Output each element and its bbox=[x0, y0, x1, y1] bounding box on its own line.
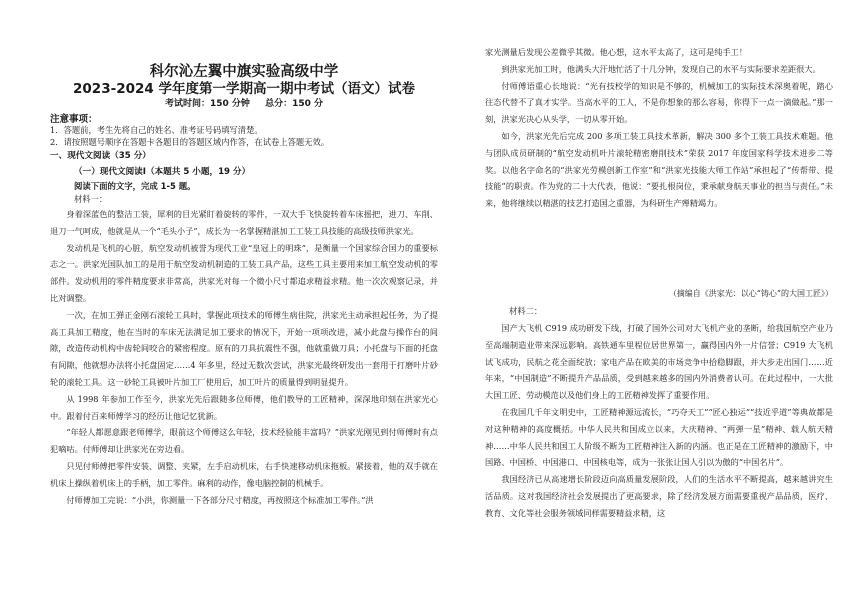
paragraph: 发动机是飞机的心脏，航空发动机被誉为现代工业“皇冠上的明珠”，是衡量一个国家综合国力的重要标志之一。洪家光国队加工的是用于航空发动机制造的工装工具产品，这些工具主要用来加工航空发动机的零部件。发动机用的零件精度要求非常高，洪家光对每一个微小尺寸都追求精益求精。他一次次观察记录，并比对调整。 bbox=[50, 242, 438, 303]
paragraph: “年轻人都愿意跟老师傅学，眼前这个师傅这么年轻，技术经验能丰富吗？”洪家光刚见到付师傅时有点犯嘀咕。付师傅却让洪家光在旁边看。 bbox=[50, 427, 438, 455]
exam-score: 总分：150 分 bbox=[265, 99, 323, 109]
subsection-heading: （一）现代文阅读Ⅰ（本题共 5 小题，19 分） bbox=[74, 167, 251, 177]
paragraph: 国产大飞机 C919 成功研发下线，打破了国外公司对大飞机产业的垄断，给我国航空产业乃至高端制造业带来深远影响。高铁通车里程位居世界第一，赢得国内外一片信誉；C919 大飞机试飞成功，民航之花全面绽放；家电产品在欧美的市场竞争中拾稳脚跟，并大步走出国门……近年来，“中国制造”不断提升产品品质，受到越来越多的国内外消费者认可。在此过程中，一大批大国工匠、劳动模范以及他们身上的工匠精神发挥了重要作用。 bbox=[485, 323, 833, 401]
material2-body bbox=[485, 320, 833, 522]
source-citation: （摘编自《洪家光：以心“铸心”的大国工匠》） bbox=[668, 289, 833, 298]
paragraph: 付师傅语重心长地说：“光有技校学的知识是不够的，机械加工的实际技术深奥着呢，踏心往态代替不了真才实学。当高水平的工人，不是你想象的那么容易，你得下一点一滴做起。”那一刻，洪家光决心从头学，一切从零开始。 bbox=[485, 80, 833, 125]
notice-heading: 注意事项： bbox=[50, 114, 98, 125]
passage-continued bbox=[485, 44, 833, 212]
material-label: 材料一： bbox=[74, 194, 108, 204]
notice-item: 1．答题前，考生先将自己的姓名、准考证号码填写清楚。 bbox=[50, 125, 263, 135]
exam-title: 2023-2024 学年度第一学期高一期中考试（语文）试卷 bbox=[73, 81, 415, 97]
school-name: 科尔沁左翼中旗实验高级中学 bbox=[149, 64, 339, 80]
notice-item: 2．请按照题号顺序在答题卡各题目的答题区域内作答，在试卷上答题无效。 bbox=[50, 137, 330, 147]
instruction-line: 阅读下面的文字，完成 1-5 题。 bbox=[74, 181, 196, 191]
paragraph: 从 1998 年参加工作至今，洪家光先后跟随多位师傅，他们教导的工匠精神，深深地印刻在洪家光心中。跟着付百来师傅学习的经历让他记忆犹新。 bbox=[50, 393, 438, 421]
exam-meta bbox=[50, 96, 438, 109]
material-label: 材料二： bbox=[509, 306, 543, 316]
exam-time: 考试时间：150 分钟 bbox=[165, 99, 250, 109]
paragraph: 如今，洪家光先后完成 200 多项工装工具技术革新，解决 300 多个工装工具技术难题。他与团队成员研制的“航空发动机叶片滚轮精密磨削技术”荣获 2017 年度国家科学技术进步二等奖。以他名字命名的“洪家光劳模创新工作室”和“洪家光技能大师工作站”承担起了“传帮带、提技能”的职责。作为党的二十大代表，他说：“要扎根岗位，秉承献身航天事业的担当与责任。”未来，他将继续以精湛的技艺打造国之重器，为科研生产殚精竭力。 bbox=[485, 130, 833, 209]
paragraph: 只见付师傅把零件安装、调整、夹紧，左手启动机床，右手快速移动机床拖板。紧接着，他的双手就在机床上操纵着机床上的手柄，加工零件。麻利的动作，像电脑控制的机械手。 bbox=[50, 460, 438, 488]
paragraph: 在我国几千年文明史中，工匠精神源远流长，“巧夺天工”“匠心独运”“技近乎道”等典故都是对这种精神的高度概括。中华人民共和国成立以来，大庆精神、“两弹一星”精神、载人航天精神……中华人民共和国工人阶级不断为工匠精神注入新的内涵。也正是在工匠精神的激励下，中国路、中国桥、中国港口、中国核电等，成为一张张让国人引以为傲的“中国名片”。 bbox=[485, 406, 833, 468]
passage-body bbox=[50, 206, 438, 508]
paragraph: 身着深蓝色的整洁工装，犀利的目光紧盯着旋转的零件，一双大手飞快旋转着车床摇把，进刀、车削、退刀一气呵成，他就是从一个“毛头小子”，成长为一名掌握精湛加工工装工具技能的高级技师洪家光。 bbox=[50, 209, 438, 236]
paragraph: 我国经济已从高速增长阶段迈向高质量发展阶段，人们的生活水平不断提高，越来越讲究生活品质。这对我国经济社会发展提出了更高要求，除了经济发展方面需要重视产品品质，医疗、教育、文化等社会服务领域同样需要精益求精，这 bbox=[485, 474, 833, 518]
section-heading: 一、现代文阅读（35 分） bbox=[50, 151, 151, 161]
paragraph: 付师傅加工完说：“小洪，你测量一下各部分尺寸精度，再按照这个标准加工零件。”洪 bbox=[66, 494, 374, 505]
paragraph: 家光测量后发现公差微乎其微。他心想，这水平太高了，这可是纯手工！ bbox=[485, 47, 748, 57]
paragraph: 一次，在加工弹正金刚石滚轮工具时，掌握此项技术的师傅生病住院，洪家光主动承担起任务，为了提高工具加工精度，他在当时的车床无法满足加工要求的情况下，开始一项项改进，减小此盘与操作台的间隙，改造传动机构中齿轮间咬合的紧密程度。原有的刀具抗震性不强，他就重做刀具；小托盘与下面的托盘有间隙，他就想办法将小托盘固定……4 年多里，经过无数次尝试，洪家光最终研发出一套用于打磨叶片砂轮的滚轮工具。这一砂轮工具被叶片加工厂使用后，加工叶片的质量得到明显提升。 bbox=[50, 309, 438, 387]
paragraph: 到洪家光加工时，他满头大汗地忙活了十几分钟，发现自己的水平与实际要求差距很大。 bbox=[501, 63, 821, 74]
